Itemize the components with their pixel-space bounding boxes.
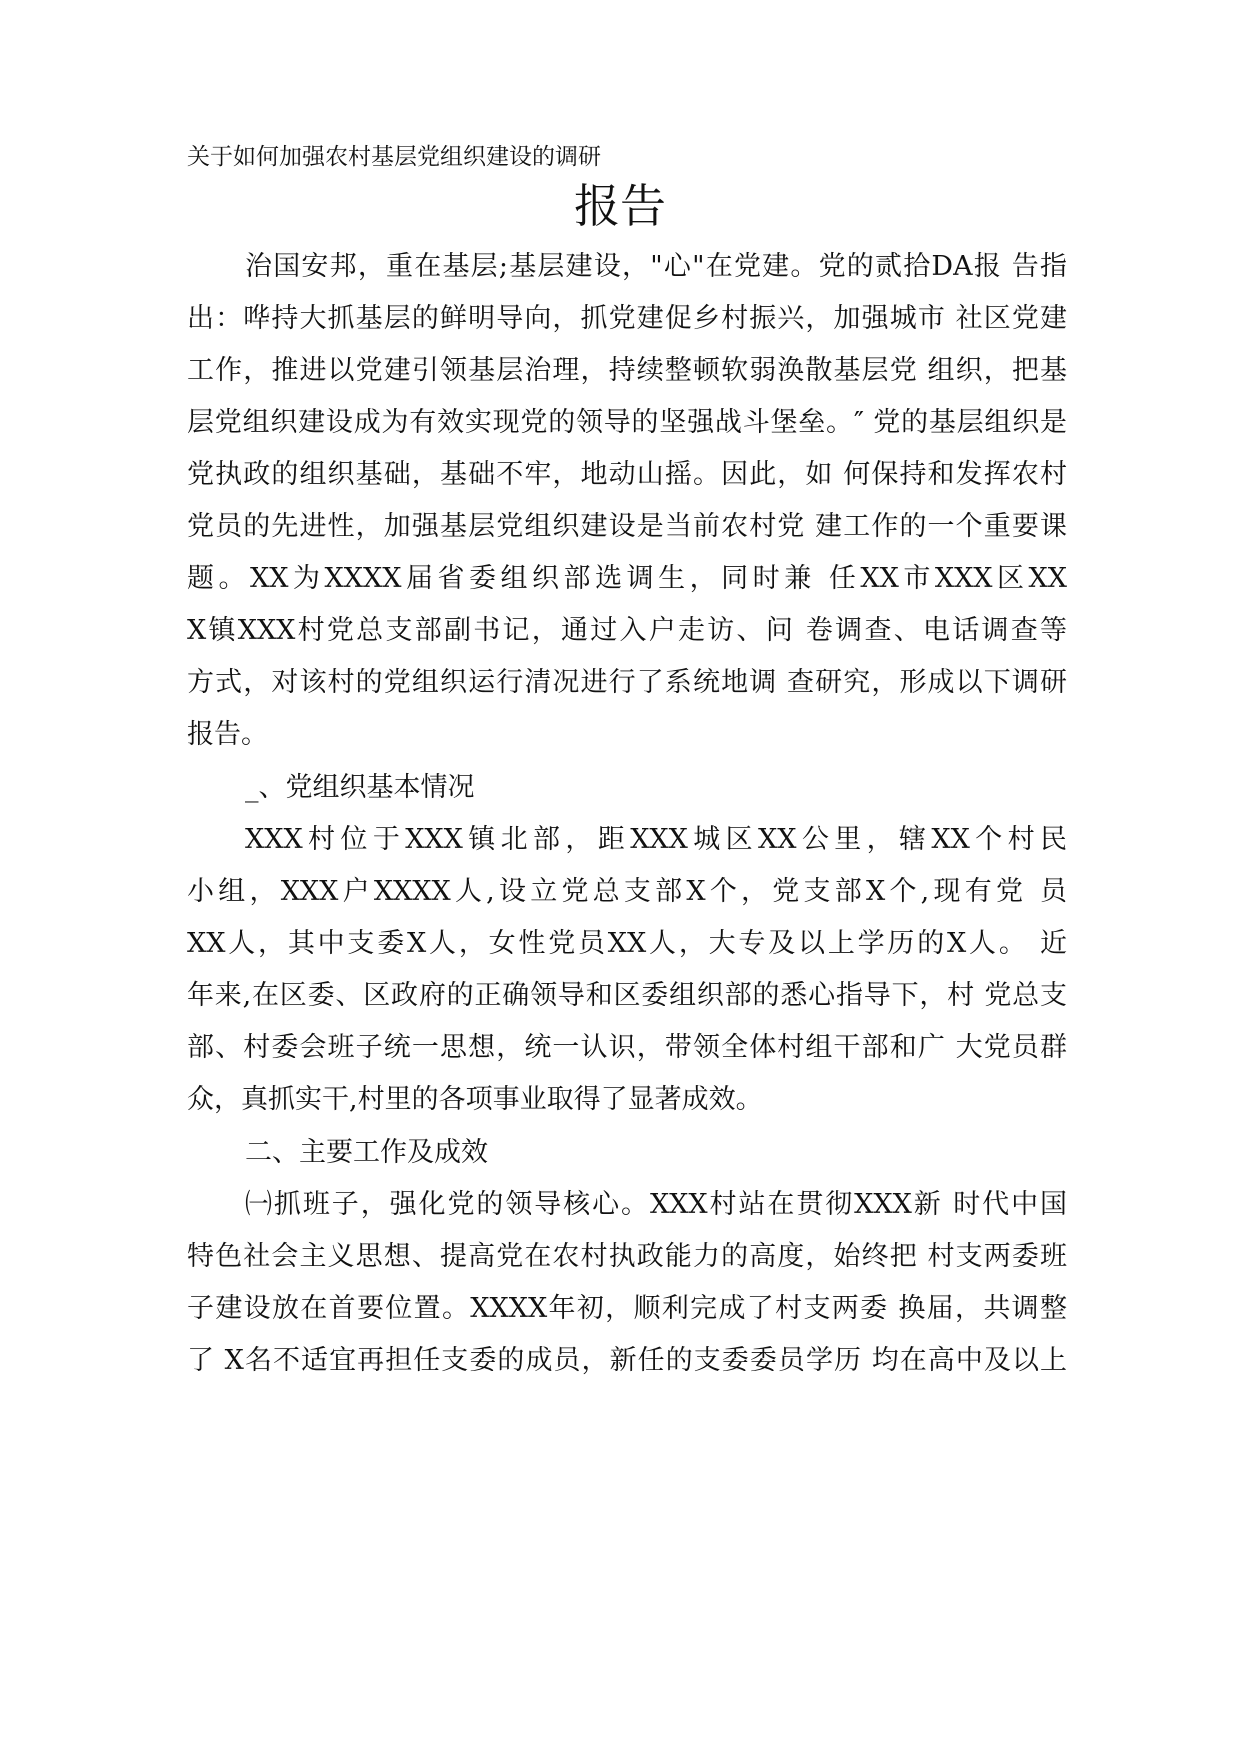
body-line: 众，真抓实干,村里的各项事业取得了显著成效。 bbox=[187, 1084, 763, 1115]
body-line: 治国安邦，重在基层;基层建设，"心"在党建。党的贰拾DA报 告指 bbox=[245, 251, 1067, 282]
body-line: 子建设放在首要位置。XXXX年初，顺利完成了村支两委 换届，共调整 bbox=[187, 1293, 1067, 1324]
body-line: 层党组织建设成为有效实现党的领导的坚强战斗堡垒。″ 党的基层组织是 bbox=[187, 407, 1067, 438]
body-line: 方式，对该村的党组织运行清况进行了系统地调 查研究，形成以下调研 bbox=[187, 667, 1067, 698]
body-line: 党执政的组织基础，基础不牢，地动山摇。因此，如 何保持和发挥农村 bbox=[187, 459, 1067, 490]
body-line: X镇XXX村党总支部副书记，通过入户走访、问 卷调查、电话调查等 bbox=[187, 615, 1067, 646]
body-line: 了 X名不适宜再担任支委的成员，新任的支委委员学历 均在高中及以上 bbox=[187, 1345, 1067, 1376]
body-line: 年来,在区委、区政府的正确领导和区委组织部的悉心指导下，村 党总支 bbox=[187, 980, 1067, 1011]
body-line: ㈠抓班子，强化党的领导核心。XXX村站在贯彻XXX新 时代中国 bbox=[245, 1189, 1067, 1220]
body-line: 特色社会主义思想、提高党在农村执政能力的高度，始终把 村支两委班 bbox=[187, 1241, 1067, 1272]
body-line: 小组，XXX户XXXX人,设立党总支部X个，党支部X个,现有党 员 bbox=[187, 876, 1067, 907]
body-line: XXX村位于XXX镇北部，距XXX城区XX公里，辖XX个村民 bbox=[245, 824, 1067, 855]
document-title-line: 关于如何加强农村基层党组织建设的调研 bbox=[187, 144, 601, 170]
document-title-main: 报告 bbox=[574, 179, 666, 233]
body-line: 出：哗持大抓基层的鲜明导向，抓党建促乡村振兴，加强城市 社区党建 bbox=[187, 303, 1067, 334]
body-line: 党员的先进性，加强基层党组织建设是当前农村党 建工作的一个重要课 bbox=[187, 511, 1067, 542]
body-line: 报告。 bbox=[187, 719, 268, 750]
section-heading: 二、主要工作及成效 bbox=[245, 1137, 488, 1168]
body-line: 工作，推进以党建引领基层治理，持续整顿软弱涣散基层党 组织，把基 bbox=[187, 355, 1067, 386]
body-line: 部、村委会班子统一思想，统一认识，带领全体村组干部和广 大党员群 bbox=[187, 1032, 1067, 1063]
body-line: XX人，其中支委X人，女性党员XX人，大专及以上学历的X人。 近 bbox=[187, 928, 1067, 959]
body-line: 题。XX为XXXX届省委组织部选调生，同时兼 任XX市XXX区XX bbox=[187, 563, 1067, 594]
section-heading: _、党组织基本情况 bbox=[245, 772, 475, 803]
